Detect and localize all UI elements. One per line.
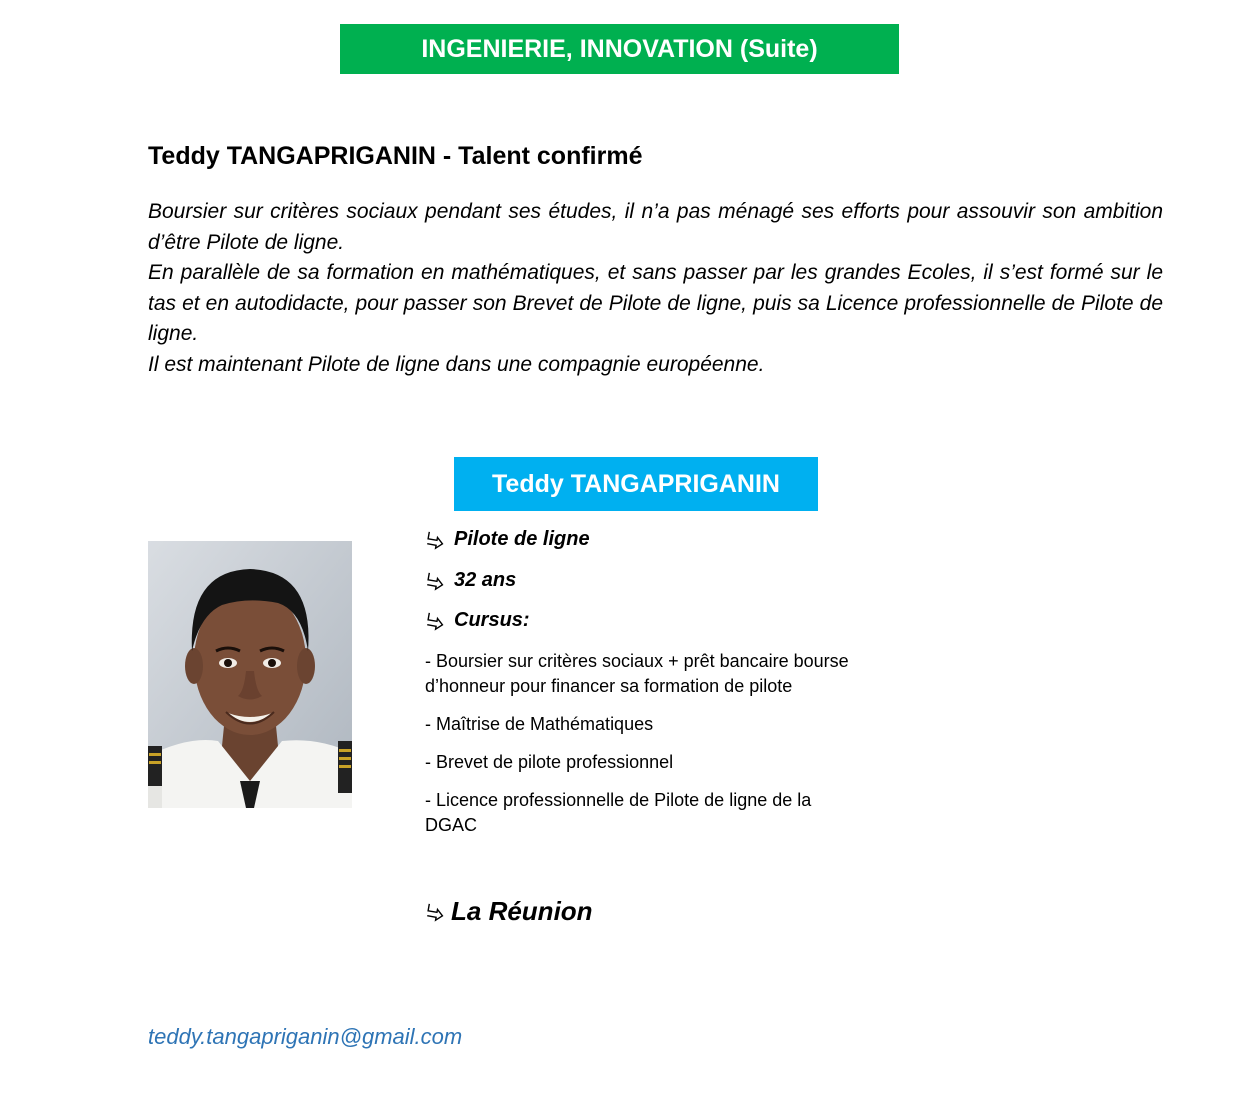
- cursus-line: - Licence professionnelle de Pilote de ligne de la DGAC: [425, 790, 812, 835]
- bio-text: [148, 197, 1163, 380]
- job-item: [425, 528, 590, 551]
- location-value: La Réunion: [451, 896, 593, 926]
- location-item: [425, 896, 593, 927]
- age-item: [425, 569, 516, 592]
- portrait-photo: [148, 541, 352, 808]
- cursus-line: - Maîtrise de Mathématiques: [425, 714, 654, 734]
- section-banner: INGENIERIE, INNOVATION (Suite): [340, 24, 899, 74]
- cursus-item: [425, 609, 530, 632]
- name-banner: Teddy TANGAPRIGANIN: [454, 457, 818, 511]
- cursus-line: - Boursier sur critères sociaux + prêt bancaire bourse d’honneur pour financer sa formation de pilote: [425, 651, 849, 696]
- page-heading: Teddy TANGAPRIGANIN - Talent confirmé: [148, 142, 643, 170]
- cursus-line: - Brevet de pilote professionnel: [425, 752, 674, 772]
- age-value: 32 ans: [454, 569, 517, 591]
- hollow-arrow-down-right-icon: [425, 530, 445, 550]
- bio-paragraph: En parallèle de sa formation en mathématiques, et sans passer par les grandes Ecoles, il s’est formé sur le tas et en autodidacte, pour passer son Brevet de Pilote de ligne, puis sa Licence professionnelle de Pilote de ligne.: [148, 261, 1163, 345]
- hollow-arrow-down-right-icon: [425, 611, 445, 631]
- cursus-label: Cursus:: [454, 609, 530, 631]
- hollow-arrow-down-right-icon: [425, 571, 445, 591]
- hollow-arrow-down-right-icon: [425, 902, 445, 922]
- bio-paragraph: Boursier sur critères sociaux pendant ses études, il n’a pas ménagé ses efforts pour assouvir son ambition d’être Pilote de ligne.: [148, 200, 1163, 254]
- email-link[interactable]: teddy.tangapriganin@gmail.com: [148, 1024, 463, 1049]
- job-title: Pilote de ligne: [454, 528, 590, 550]
- bio-paragraph: Il est maintenant Pilote de ligne dans une compagnie européenne.: [148, 352, 765, 376]
